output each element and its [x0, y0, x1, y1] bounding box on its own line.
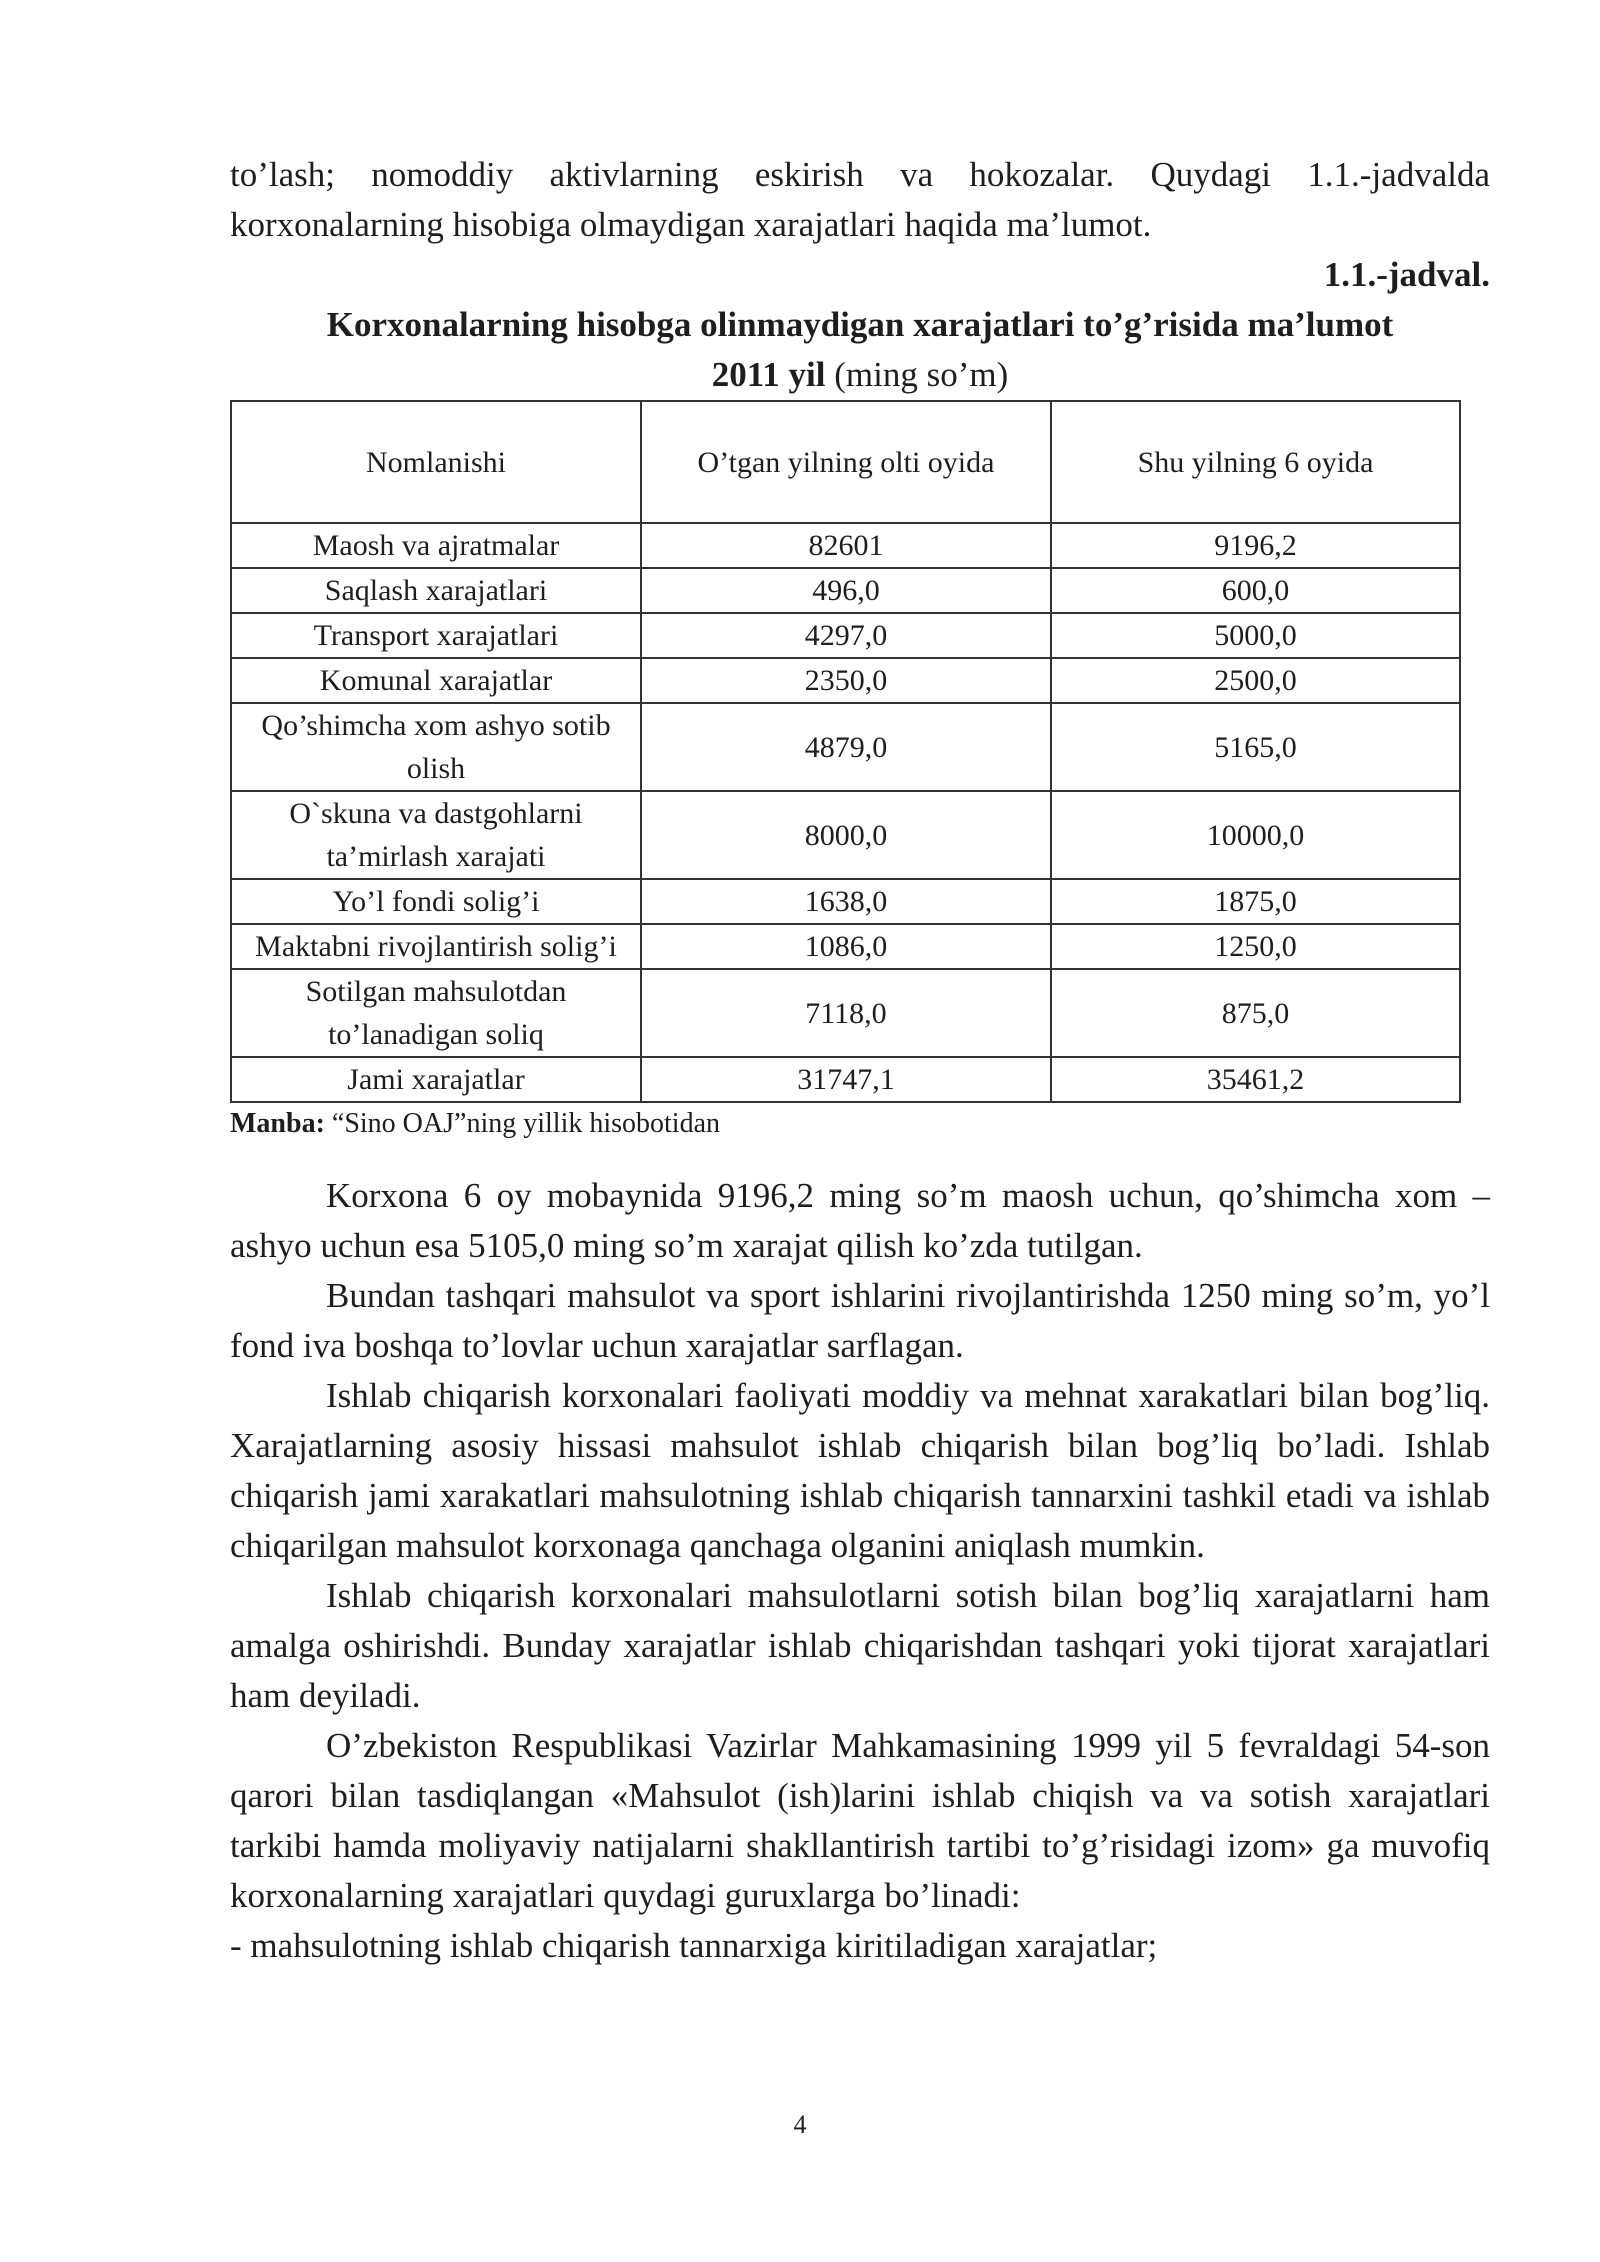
row-name: Maktabni rivojlantirish solig’i [231, 924, 641, 969]
row-curr-value: 1250,0 [1051, 924, 1460, 969]
row-prev-value: 496,0 [641, 568, 1051, 613]
row-prev-value: 1638,0 [641, 879, 1051, 924]
row-name: Qo’shimcha xom ashyo sotib olish [231, 703, 641, 791]
table-total-row [231, 1057, 1460, 1102]
row-prev-value: 4879,0 [641, 703, 1051, 791]
row-name: O`skuna va dastgohlarni ta’mirlash xarajati [231, 791, 641, 879]
table-label: 1.1.-jadval. [1323, 255, 1490, 294]
row-name: Yo’l fondi solig’i [231, 879, 641, 924]
body-paragraph: Ishlab chiqarish korxonalari faoliyati moddiy va mehnat xarakatlari bilan bog’liq. Xarajatlarning asosiy hissasi mahsulot ishlab chiqarish bilan bog’liq bo’ladi. Ishlab chiqarish jami xarakatlari mahsulotning ishlab chiqarish tannarxini tashkil etadi va ishlab chiqarilgan mahsulot korxonaga qanchaga olganini aniqlash mumkin. [230, 1376, 1490, 1565]
row-prev-value: 4297,0 [641, 613, 1051, 658]
table-source [230, 1103, 1490, 1145]
row-curr-value: 875,0 [1051, 969, 1460, 1057]
table-row [231, 568, 1460, 613]
table-row [231, 924, 1460, 969]
intro-paragraph: to’lash; nomoddiy aktivlarning eskirish va hokozalar. Quydagi 1.1.-jadvalda korxonalarning hisobiga olmaydigan xarajatlari haqida ma’lumot. [230, 155, 1490, 244]
row-name: Jami xarajatlar [231, 1057, 641, 1102]
row-curr-value: 600,0 [1051, 568, 1460, 613]
table-row [231, 613, 1460, 658]
table-subtitle [230, 350, 1490, 400]
table-row [231, 658, 1460, 703]
table-unit: (ming so’m) [834, 355, 1009, 394]
row-prev-value: 1086,0 [641, 924, 1051, 969]
row-prev-value: 82601 [641, 523, 1051, 568]
table-title: Korxonalarning hisobga olinmaydigan xarajatlari to’g’risida ma’lumot [326, 305, 1394, 344]
column-header: O’tgan yilning olti oyida [641, 401, 1051, 523]
source-text: “Sino OAJ”ning yillik hisobotidan [331, 1108, 721, 1139]
source-label: Manba: [230, 1108, 325, 1139]
list-item: - mahsulotning ishlab chiqarish tannarxiga kiritiladigan xarajatlar; [230, 1926, 1158, 1965]
row-prev-value: 31747,1 [641, 1057, 1051, 1102]
row-prev-value: 7118,0 [641, 969, 1051, 1057]
body-paragraph: Korxona 6 oy mobaynida 9196,2 ming so’m maosh uchun, qo’shimcha xom – ashyo uchun esa 5105,0 ming so’m xarajat qilish ko’zda tutilgan. [230, 1176, 1490, 1265]
row-name: Transport xarajatlari [231, 613, 641, 658]
page-number: 4 [793, 2110, 807, 2139]
body-paragraph: O’zbekiston Respublikasi Vazirlar Mahkamasining 1999 yil 5 fevraldagi 54-son qarori bilan tasdiqlangan «Mahsulot (ish)larini ishlab chiqish va va sotish xarajatlari tarkibi hamda moliyaviy natijalarni shakllantirish tartibi to’g’risidagi izom» ga muvofiq korxonalarning xarajatlari quydagi guruxlarga bo’linadi: [230, 1726, 1490, 1915]
row-name: Sotilgan mahsulotdan to’lanadigan soliq [231, 969, 641, 1057]
row-curr-value: 2500,0 [1051, 658, 1460, 703]
column-header: Shu yilning 6 oyida [1051, 401, 1460, 523]
row-curr-value: 1875,0 [1051, 879, 1460, 924]
table-row [231, 791, 1460, 879]
table-row [231, 969, 1460, 1057]
row-curr-value: 5000,0 [1051, 613, 1460, 658]
body-paragraph: Ishlab chiqarish korxonalari mahsulotlarni sotish bilan bog’liq xarajatlarni ham amalga oshirishdi. Bunday xarajatlar ishlab chiqarishdan tashqari yoki tijorat xarajatlari ham deyiladi. [230, 1576, 1490, 1715]
row-name: Saqlash xarajatlari [231, 568, 641, 613]
table-header-row [231, 401, 1460, 523]
row-curr-value: 10000,0 [1051, 791, 1460, 879]
row-curr-value: 35461,2 [1051, 1057, 1460, 1102]
row-name: Maosh va ajratmalar [231, 523, 641, 568]
row-prev-value: 2350,0 [641, 658, 1051, 703]
expenses-table [230, 400, 1461, 1103]
body-paragraph: Bundan tashqari mahsulot va sport ishlarini rivojlantirishda 1250 ming so’m, yo’l fond iva boshqa to’lovlar uchun xarajatlar sarflagan. [230, 1276, 1490, 1365]
document-page [230, 150, 1490, 1971]
table-row [231, 703, 1460, 791]
table-row [231, 879, 1460, 924]
column-header: Nomlanishi [231, 401, 641, 523]
row-curr-value: 9196,2 [1051, 523, 1460, 568]
row-prev-value: 8000,0 [641, 791, 1051, 879]
row-curr-value: 5165,0 [1051, 703, 1460, 791]
row-name: Komunal xarajatlar [231, 658, 641, 703]
table-year: 2011 yil [711, 355, 826, 394]
table-row [231, 523, 1460, 568]
